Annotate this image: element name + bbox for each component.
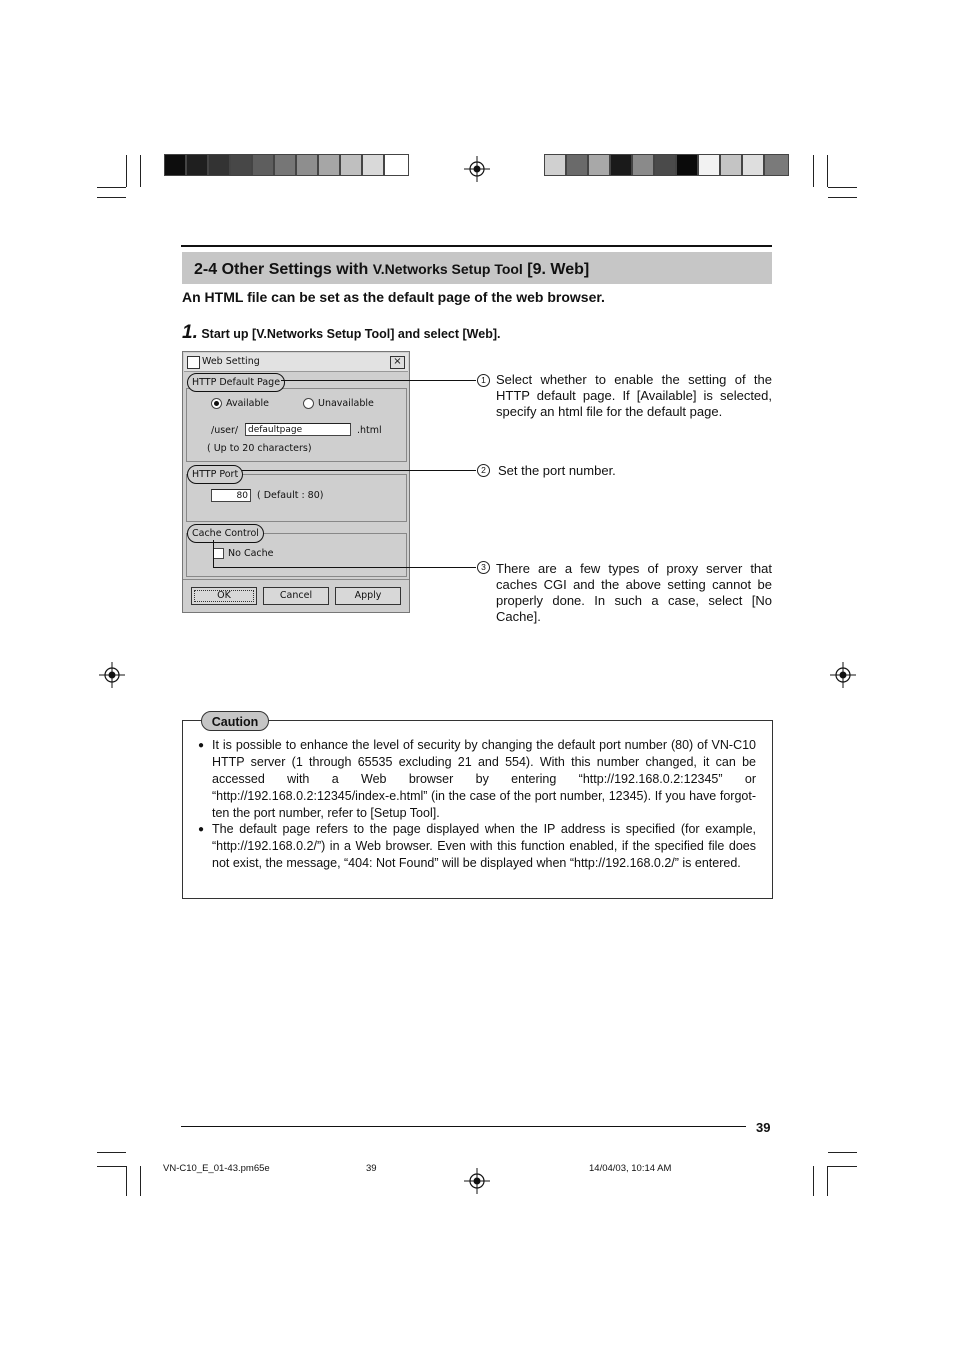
color-swatch bbox=[318, 154, 340, 176]
color-swatch bbox=[252, 154, 274, 176]
callout-line-1 bbox=[281, 380, 476, 381]
ok-button[interactable]: OK bbox=[191, 587, 257, 605]
window-menu-icon[interactable] bbox=[187, 356, 200, 369]
color-swatch bbox=[742, 154, 764, 176]
color-swatch bbox=[720, 154, 742, 176]
radio-available-label: Available bbox=[226, 398, 270, 409]
page-number: 39 bbox=[756, 1120, 771, 1135]
bullet-icon: ● bbox=[198, 824, 205, 835]
color-swatch bbox=[362, 154, 384, 176]
step-number: 1. bbox=[182, 322, 198, 343]
group-http-default-page bbox=[186, 388, 407, 462]
slug-date: 14/04/03, 10:14 AM bbox=[589, 1163, 672, 1174]
color-swatch bbox=[566, 154, 588, 176]
callout-number-3: 3 bbox=[477, 561, 490, 574]
crop-mark bbox=[126, 155, 127, 187]
color-swatch bbox=[340, 154, 362, 176]
crop-mark bbox=[126, 1166, 127, 1196]
cancel-button[interactable]: Cancel bbox=[263, 587, 329, 605]
intro-text: An HTML file can be set as the default page of the web browser. bbox=[182, 289, 605, 305]
color-swatch bbox=[296, 154, 318, 176]
crop-mark bbox=[828, 1152, 857, 1153]
dialog-titlebar bbox=[184, 353, 408, 372]
registration-mark-icon bbox=[464, 156, 490, 182]
checkbox-icon bbox=[213, 548, 224, 559]
section-heading-suffix: [9. Web] bbox=[522, 261, 590, 278]
color-swatch bbox=[698, 154, 720, 176]
dialog-divider bbox=[183, 579, 409, 580]
no-cache-checkbox[interactable] bbox=[213, 548, 273, 559]
crop-mark bbox=[813, 155, 814, 187]
http-default-page-label: HTTP Default Page bbox=[187, 373, 285, 392]
apply-button[interactable]: Apply bbox=[335, 587, 401, 605]
step-1 bbox=[182, 322, 500, 344]
radio-unavailable[interactable] bbox=[303, 398, 374, 409]
color-swatch bbox=[610, 154, 632, 176]
section-heading bbox=[182, 252, 772, 284]
caution-item-text: It is possible to enhance the level of security by changing the default port number (80) of VN-C10 HTTP server (1 through 65535 excluding 21 and 554). With this number changed, it can be accessed with a Web browser by entering “http://192.168.0.2:12345” or “http://192.168.0.2:12345/index-e.html” (in the case of the port number, 12345). If you have forgot-ten the port number, refer to [Setup Tool]. bbox=[212, 738, 756, 820]
callout-line-3-vertical bbox=[213, 540, 214, 568]
crop-mark bbox=[140, 1166, 141, 1196]
callout-text-3: There are a few types of proxy server that caches CGI and the above setting cannot be properly done. In such a case, select [No Cache]. bbox=[496, 561, 772, 624]
no-cache-label: No Cache bbox=[228, 548, 274, 559]
color-swatch bbox=[384, 154, 409, 176]
color-swatch bbox=[588, 154, 610, 176]
section-heading-tool: V.Networks Setup Tool bbox=[372, 261, 523, 277]
radio-unselected-icon bbox=[303, 398, 314, 409]
color-swatch bbox=[186, 154, 208, 176]
web-setting-dialog bbox=[182, 351, 410, 613]
color-swatch bbox=[676, 154, 698, 176]
color-swatch bbox=[764, 154, 789, 176]
radio-selected-icon bbox=[211, 398, 222, 409]
path-prefix: /user/ bbox=[211, 425, 239, 436]
path-suffix: .html bbox=[357, 425, 382, 436]
color-swatch bbox=[654, 154, 676, 176]
radio-unavailable-label: Unavailable bbox=[318, 398, 374, 409]
callout-text-2: Set the port number. bbox=[498, 463, 616, 478]
color-swatch bbox=[274, 154, 296, 176]
crop-mark bbox=[828, 197, 857, 198]
http-port-input[interactable]: 80 bbox=[211, 489, 251, 502]
registration-mark-icon bbox=[830, 662, 856, 688]
crop-mark bbox=[828, 1166, 857, 1167]
close-button[interactable]: × bbox=[390, 356, 405, 369]
crop-mark bbox=[97, 1166, 126, 1167]
characters-hint: ( Up to 20 characters) bbox=[207, 443, 312, 454]
callout-number-1: 1 bbox=[477, 374, 490, 387]
cache-control-label: Cache Control bbox=[187, 524, 264, 543]
radio-available[interactable] bbox=[211, 398, 269, 409]
color-swatch bbox=[632, 154, 654, 176]
crop-mark bbox=[828, 187, 857, 188]
crop-mark bbox=[97, 187, 126, 188]
slug-file: VN-C10_E_01-43.pm65e bbox=[163, 1163, 270, 1174]
color-swatch bbox=[230, 154, 252, 176]
callout-number-2: 2 bbox=[477, 464, 490, 477]
section-heading-prefix: 2-4 Other Settings with bbox=[194, 261, 373, 278]
default-page-input[interactable]: defaultpage bbox=[245, 423, 351, 436]
registration-mark-icon bbox=[464, 1168, 490, 1194]
caution-label: Caution bbox=[201, 711, 269, 731]
crop-mark bbox=[140, 155, 141, 187]
step-text: Start up [V.Networks Setup Tool] and select [Web]. bbox=[201, 327, 501, 341]
port-default-hint: ( Default : 80) bbox=[257, 490, 324, 501]
color-swatch bbox=[164, 154, 186, 176]
callout-line-2 bbox=[242, 470, 476, 471]
callout-line-3 bbox=[213, 567, 476, 568]
crop-mark bbox=[97, 197, 126, 198]
caution-item bbox=[198, 737, 756, 822]
color-swatch bbox=[208, 154, 230, 176]
caution-item-text: The default page refers to the page displayed when the IP address is specified (for example, “http://192.168.0.2/”) in a Web browser. Even with this function enabled, if the specified file does not exist, the message, “404: Not Found” will be displayed when “http://192.168.0.2/” is entered. bbox=[212, 822, 756, 870]
crop-mark bbox=[827, 1166, 828, 1196]
http-port-label: HTTP Port bbox=[187, 465, 243, 484]
section-rule bbox=[181, 245, 772, 247]
dialog-title: Web Setting bbox=[202, 356, 260, 367]
crop-mark bbox=[827, 155, 828, 187]
caution-item bbox=[198, 821, 756, 889]
crop-mark bbox=[813, 1166, 814, 1196]
footer-rule bbox=[181, 1126, 746, 1127]
registration-mark-icon bbox=[99, 662, 125, 688]
color-swatch bbox=[544, 154, 566, 176]
slug-page: 39 bbox=[366, 1163, 377, 1174]
crop-mark bbox=[97, 1152, 126, 1153]
callout-text-1: Select whether to enable the setting of the HTTP default page. If [Available] is selected, specify an html file for the default page. bbox=[496, 372, 772, 419]
bullet-icon: ● bbox=[198, 740, 205, 751]
